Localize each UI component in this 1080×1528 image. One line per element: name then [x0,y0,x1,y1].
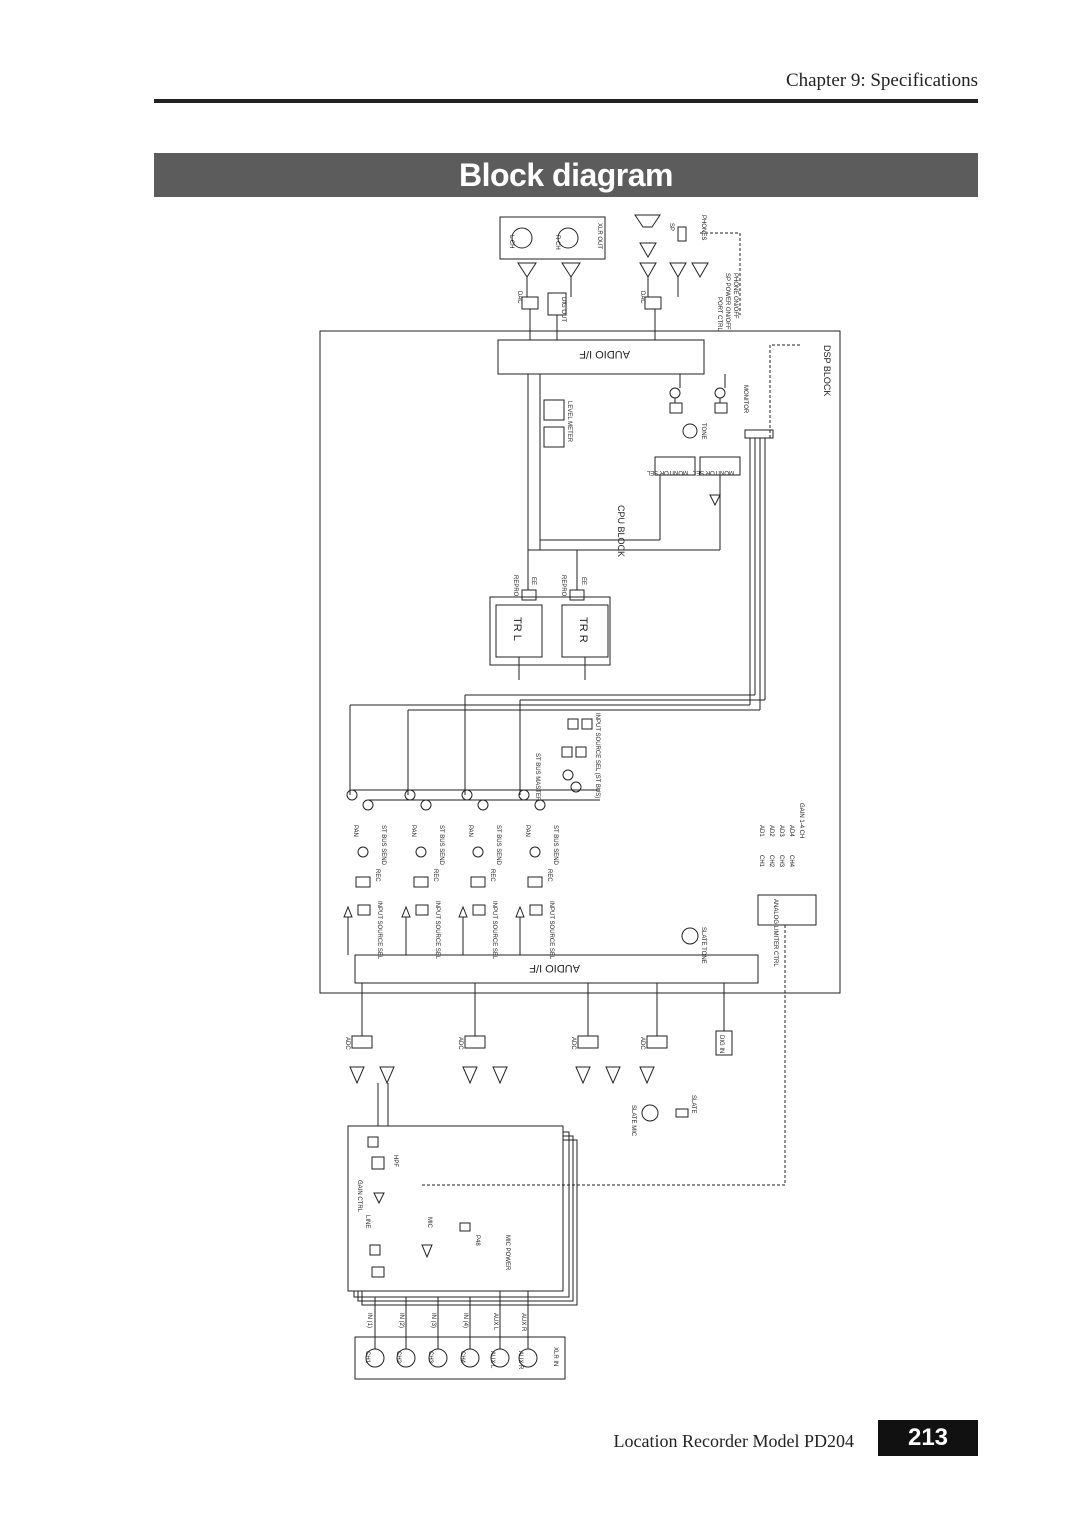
mic-label: MIC [426,1217,432,1228]
chapter-header: Chapter 9: Specifications [785,70,978,91]
ch2-label: CH2 [768,855,774,868]
input-source-sel-ch4: INPUT SOURCE SEL [548,901,554,960]
level-meter-2 [544,427,564,447]
xlr-in-aux-l-label: AUX L [489,1351,495,1369]
level-meter-label: LEVEL METER [566,401,572,443]
page-number: 213 [878,1420,978,1456]
repro-switch-r [570,590,584,600]
level-meter-1 [544,400,564,420]
ad2-label: AD2 [768,825,774,837]
pan-label-4: PAN [524,825,530,837]
line-label: LINE [364,1215,370,1229]
monitor-mixer-r [715,388,725,398]
adc-label-1: ADC [344,1037,350,1050]
ch3-label: CH3 [778,855,784,868]
slate-switch [676,1109,688,1117]
input-source-sel-ch1: INPUT SOURCE SEL [376,901,382,960]
st-bus-master-label: ST BUS MASTER [534,753,540,802]
ad1-label: AD1 [758,825,764,837]
dac-box-2 [645,297,661,309]
xlr-in-ch4-label: CH4 [459,1351,465,1364]
adc-box-3 [578,1036,598,1048]
slate-mic-icon [642,1105,658,1121]
in2-label: IN (2) [398,1313,404,1328]
phones-label: PHONES [700,215,706,241]
xlr-in-ch3-label: CH3 [427,1351,433,1364]
footer-model: Location Recorder Model PD204 [613,1431,854,1451]
in1-label: IN (1) [366,1313,372,1328]
phones-jack-icon [678,227,686,241]
gain-ch-label: GAIN 1-4 CH [798,803,804,839]
mic-power-label: MIC POWER [504,1235,510,1271]
cpu-block-outline [490,597,610,665]
xlr-out-box [500,217,605,259]
adc-label-3: ADC [570,1037,576,1050]
dac-box-1 [522,297,538,309]
st-bus-send-label-3: ST BUS SEND [495,825,501,865]
xlr-out-lch-label: L CH [508,235,514,249]
p48-label: P48 [474,1235,480,1246]
ch1-label: CH1 [758,855,764,868]
page-title: Block diagram [458,156,673,193]
xlr-out-lch-connector [512,228,532,248]
sp-amp [640,243,656,257]
out-amp-l [518,263,536,277]
aux-r-label: AUX R [520,1313,526,1332]
dsp-block-label: DSP BLOCK [822,345,832,397]
adc-box-4 [647,1036,667,1048]
repro-label-1: REPRO [512,575,518,597]
in4-label: IN (4) [462,1313,468,1328]
port-ctrl-label: PORT CTRL [716,297,722,331]
ee-label-1: EE [530,577,536,586]
repro-label-2: REPRO [560,575,566,597]
tr-l-label: TR L [511,617,523,641]
slate-mic-label: SLATE MIC [630,1105,636,1137]
audio-if-top-label: AUDIO I/F [579,348,630,360]
lim-box-1 [562,747,572,757]
input-sel-switch-2 [582,719,592,729]
tr-r-label: TR R [577,617,589,643]
rec-label-1: REC [374,869,380,882]
phone-onoff-label: PHONE ON/OFF [732,273,738,319]
rec-label-4: REC [546,869,552,882]
rec-label-3: REC [489,869,495,882]
analog-limiter-label: ANALOG LIMITER CTRL [772,899,778,967]
tone-label: TONE [700,423,706,440]
dac-label-1: DAC [516,291,522,304]
slate-label: SLATE [690,1095,696,1114]
slate-tone-label: SLATE TONE [700,927,706,964]
analog-limiter-box [758,895,816,925]
st-bus-send-label-4: ST BUS SEND [552,825,558,865]
channel-strip-4 [516,790,545,955]
xlr-in-label: XLR IN [552,1347,558,1367]
monitor-sel-1-label: MONITOR SEL [646,469,688,475]
gain-ctrl-label: GAIN CTRL [356,1180,362,1213]
block-diagram [300,205,860,1385]
input-source-sel-ch2: INPUT SOURCE SEL [434,901,440,960]
adc-box-2 [465,1036,485,1048]
adc-label-4: ADC [639,1037,645,1050]
sp-amp-2 [640,263,656,277]
ch4-label: CH4 [788,855,794,868]
xlr-out-rch-connector [558,228,578,248]
monitor-sel-2-label: MONITOR SEL [692,469,734,475]
cpu-block-label: CPU BLOCK [616,505,626,558]
title-bar [154,153,978,197]
channel-strip-3 [459,790,488,955]
speaker-icon [635,215,660,227]
audio-if-bottom-label: AUDIO I/F [529,962,580,974]
monitor-amp [710,495,720,505]
in3-label: IN (3) [430,1313,436,1328]
repro-switch-l [522,590,536,600]
hpf-label: HPF [392,1155,398,1167]
ee-label-2: EE [580,577,586,586]
phone-amp-l [670,263,686,277]
lim-box-2 [576,747,586,757]
input-card-1 [348,1126,563,1291]
xlr-out-rch-label: R CH [554,235,560,250]
st-bus-send-label-1: ST BUS SEND [380,825,386,865]
pan-label-2: PAN [410,825,416,837]
ad3-label: AD3 [778,825,784,837]
sp-power-label: SP POWER ON/OFF [724,273,730,330]
rec-label-2: REC [432,869,438,882]
phone-amp-r [692,263,708,277]
xlr-out-label: XLR OUT [596,223,602,250]
monitor-switch-l [670,403,682,413]
out-amp-r [562,263,580,277]
channel-strip-2 [402,790,431,955]
header-rule [154,99,978,103]
st-bus-mixer-1 [563,770,573,780]
pan-label-3: PAN [467,825,473,837]
ad4-label: AD4 [788,825,794,837]
input-source-sel-label: INPUT SOURCE SEL (ST BUS) [594,713,600,799]
dac-label-2: DAC [639,291,645,304]
monitor-mixer-l [670,388,680,398]
pan-label-1: PAN [352,825,358,837]
xlr-in-aux-r-label: AUX R [517,1351,523,1370]
monitor-switch-r [715,403,727,413]
aux-l-label: AUX L [492,1313,498,1331]
adc-label-2: ADC [457,1037,463,1050]
dig-in-label: DIG IN [718,1035,724,1054]
monitor-label: MONITOR [742,385,748,414]
xlr-in-ch1-label: CH1 [364,1351,370,1364]
st-bus-send-label-2: ST BUS SEND [438,825,444,865]
monitor-router [745,430,773,438]
tone-oscillator [683,424,697,438]
sp-label: SP [668,223,674,232]
xlr-in-ch2-label: CH2 [395,1351,401,1364]
slate-tone-oscillator [682,928,698,944]
input-sel-switch-1 [568,719,578,729]
input-source-sel-ch3: INPUT SOURCE SEL [491,901,497,960]
dig-out-label: DIG OUT [560,297,566,322]
channel-strip-1 [344,790,373,955]
adc-box-1 [352,1036,372,1048]
